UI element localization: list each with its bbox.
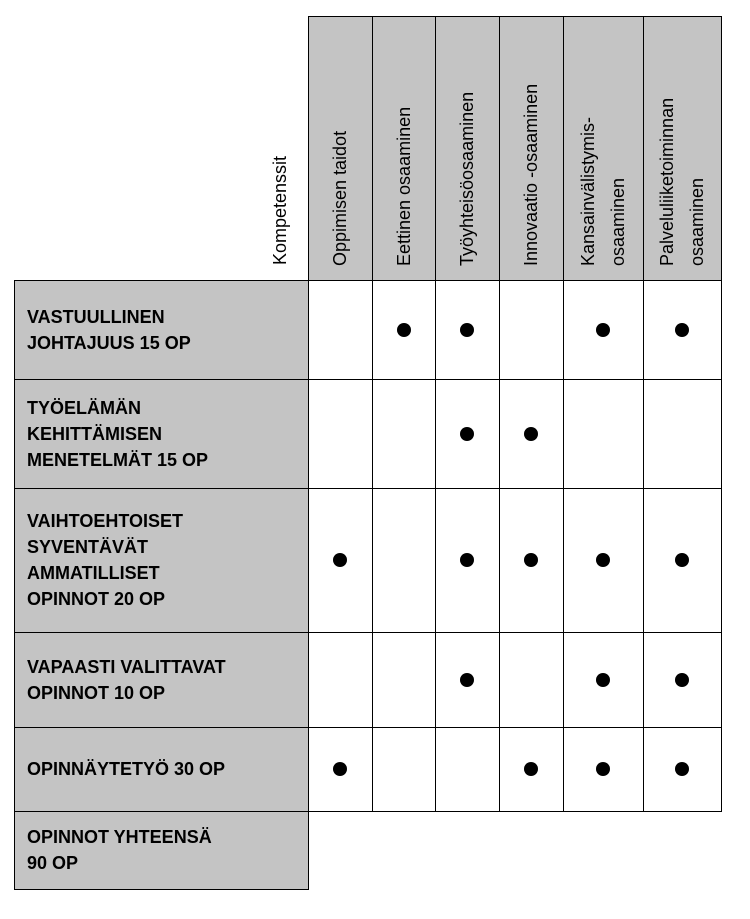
matrix-cell xyxy=(372,727,436,812)
total-label-line: 90 OP xyxy=(27,853,79,873)
corner-label: Kompetenssit xyxy=(270,155,290,265)
mark-dot xyxy=(675,762,689,776)
competency-label-line: Oppimisen taidot xyxy=(330,130,350,266)
module-label-line: VAIHTOEHTOISET xyxy=(27,511,184,531)
mark-dot xyxy=(333,762,347,776)
module-label xyxy=(27,304,191,356)
mark-dot xyxy=(524,427,538,441)
module-label-line: SYVENTÄVÄT xyxy=(27,537,149,557)
module-label xyxy=(27,508,183,612)
matrix-cell xyxy=(643,379,722,489)
module-label xyxy=(27,395,208,473)
competency-label-line: Työyhteisöosaaminen xyxy=(457,91,477,266)
mark-dot xyxy=(596,673,610,687)
module-label-line: VAPAASTI VALITTAVAT xyxy=(27,656,226,677)
module-label-line: KEHITTÄMISEN xyxy=(27,423,162,444)
mark-dot xyxy=(524,762,538,776)
mark-dot xyxy=(460,553,474,567)
mark-dot xyxy=(596,553,610,567)
module-label-line: MENETELMÄT 15 OP xyxy=(27,449,209,470)
mark-dot xyxy=(333,553,347,567)
module-label-line: OPINNOT 20 OP xyxy=(27,589,166,609)
module-label-line: JOHTAJUUS 15 OP xyxy=(27,332,191,353)
matrix-cell xyxy=(308,280,373,380)
module-label xyxy=(27,654,226,706)
matrix-cell xyxy=(563,379,644,489)
matrix-cell xyxy=(372,379,436,489)
competency-label xyxy=(516,84,546,266)
matrix-cell xyxy=(499,280,564,380)
competency-label xyxy=(389,107,419,266)
mark-dot xyxy=(460,323,474,337)
competency-label-line: Kansainvälistymis- xyxy=(578,116,598,266)
module-label-line: OPINNOT 10 OP xyxy=(27,682,166,703)
mark-dot xyxy=(460,673,474,687)
module-label-line: VASTUULLINEN xyxy=(27,306,165,327)
competency-label-line: Innovaatio -osaaminen xyxy=(521,83,541,266)
mark-dot xyxy=(675,673,689,687)
mark-dot xyxy=(524,553,538,567)
mark-dot xyxy=(397,323,411,337)
matrix-cell xyxy=(435,727,500,812)
competency-label-line: Palveluliiketoiminnan xyxy=(657,97,677,266)
matrix-cell xyxy=(308,379,373,489)
mark-dot xyxy=(460,427,474,441)
total-label-line: OPINNOT YHTEENSÄ xyxy=(27,827,212,847)
competency-label xyxy=(652,98,712,266)
matrix-cell xyxy=(308,632,373,728)
matrix-cell xyxy=(372,632,436,728)
competency-label xyxy=(325,131,355,266)
mark-dot xyxy=(596,323,610,337)
competency-label-line: Eettinen osaaminen xyxy=(393,106,414,266)
module-label-line: OPINNÄYTETYÖ 30 OP xyxy=(27,759,226,779)
module-label xyxy=(27,756,225,782)
competency-label xyxy=(573,117,633,266)
matrix-cell xyxy=(499,632,564,728)
total-label xyxy=(27,824,212,876)
mark-dot xyxy=(596,762,610,776)
mark-dot xyxy=(675,323,689,337)
competency-label-line: osaaminen xyxy=(687,177,707,266)
module-label-line: AMMATILLISET xyxy=(27,563,160,583)
competency-label xyxy=(452,92,482,266)
matrix-cell xyxy=(372,488,436,633)
mark-dot xyxy=(675,553,689,567)
module-label-line: TYÖELÄMÄN xyxy=(27,397,141,418)
competency-label-line: osaaminen xyxy=(608,177,628,266)
